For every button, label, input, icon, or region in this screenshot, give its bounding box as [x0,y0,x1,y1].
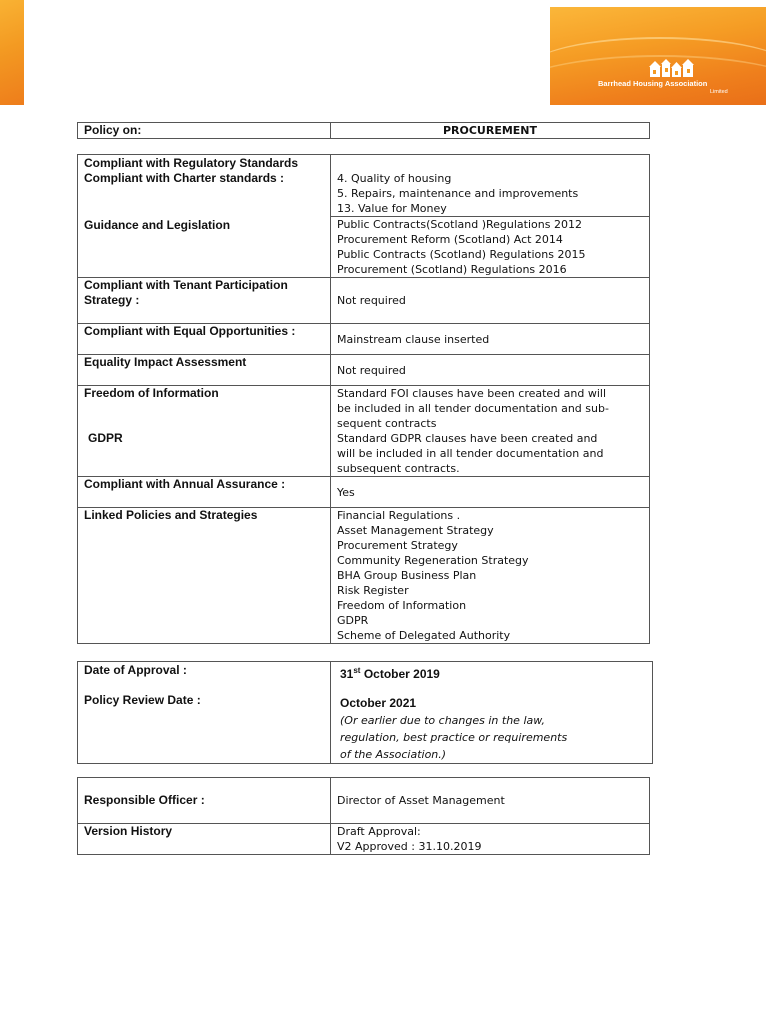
logo-text: Barrhead Housing Association [598,79,708,88]
linked-policy-item: Asset Management Strategy [337,524,494,537]
linked-policy-item: Procurement Strategy [337,539,458,552]
linked-policy-item: Scheme of Delegated Authority [337,629,511,642]
review-date-note: regulation, best practice or requirements [340,731,568,744]
annual-assurance-value: Yes [331,477,650,508]
policy-table [77,122,650,139]
linked-policy-item: GDPR [337,614,369,627]
version-history-item: Draft Approval: [337,825,421,838]
policy-label: Policy on: [78,123,331,139]
gdpr-value: Standard GDPR clauses have been created and [337,432,598,445]
charter-value: 13. Value for Money [337,202,447,215]
logo-subtext: Limited [710,89,728,95]
gdpr-label: GDPR [88,431,123,445]
review-date-value: October 2021 [340,696,417,710]
guidance-value: Procurement (Scotland) Regulations 2016 [337,263,567,276]
responsible-officer-label: Responsible Officer : [78,778,331,824]
guidance-legislation-label: Guidance and Legislation [84,217,231,232]
approval-date-label: Date of Approval : [84,663,187,677]
equality-impact-value: Not required [331,355,650,386]
guidance-value: Public Contracts(Scotland )Regulations 2012 [337,218,582,231]
foi-label: Freedom of Information [78,386,331,432]
guidance-value: Public Contracts (Scotland) Regulations 2015 [337,248,586,261]
charter-value: 4. Quality of housing [337,172,452,185]
annual-assurance-label: Compliant with Annual Assurance : [78,477,331,508]
compliance-table [77,154,650,644]
linked-policy-item: Risk Register [337,584,409,597]
tenant-participation-label: Compliant with Tenant Participation [84,278,288,292]
linked-policy-item: Freedom of Information [337,599,467,612]
regulatory-standards-label: Compliant with Regulatory Standards [84,156,299,170]
review-date-label: Policy Review Date : [84,693,201,707]
responsible-officer-value: Director of Asset Management [331,778,650,824]
equal-opportunities-value: Mainstream clause inserted [331,324,650,355]
version-history-label: Version History [78,824,331,855]
review-date-note: of the Association.) [340,748,447,761]
gdpr-value: will be included in all tender documentation and [337,447,604,460]
equal-opportunities-label: Compliant with Equal Opportunities : [78,324,331,355]
charter-value: 5. Repairs, maintenance and improvements [337,187,579,200]
review-date-note: (Or earlier due to changes in the law, [340,714,546,727]
houses-logo-icon [648,57,696,79]
tenant-participation-label-cont: Strategy : [84,293,140,307]
officer-table [77,777,650,855]
foi-value: be included in all tender documentation and sub- [337,402,609,415]
decorative-banner-left [0,0,24,105]
linked-policies-label: Linked Policies and Strategies [78,508,331,644]
dates-table [77,661,653,764]
gdpr-value: subsequent contracts. [337,462,460,475]
tenant-participation-value: Not required [337,294,406,307]
policy-value: PROCUREMENT [331,123,650,139]
version-history-item: V2 Approved : 31.10.2019 [337,840,482,853]
foi-value: sequent contracts [337,417,437,430]
linked-policy-item: Community Regeneration Strategy [337,554,529,567]
association-logo [550,7,766,105]
linked-policy-item: BHA Group Business Plan [337,569,477,582]
guidance-value: Procurement Reform (Scotland) Act 2014 [337,233,563,246]
charter-standards-label: Compliant with Charter standards : [84,171,285,185]
linked-policy-item: Financial Regulations . [337,509,461,522]
equality-impact-label: Equality Impact Assessment [78,355,331,386]
foi-value: Standard FOI clauses have been created and will [337,387,607,400]
approval-date-value: 31st October 2019 [340,666,440,681]
